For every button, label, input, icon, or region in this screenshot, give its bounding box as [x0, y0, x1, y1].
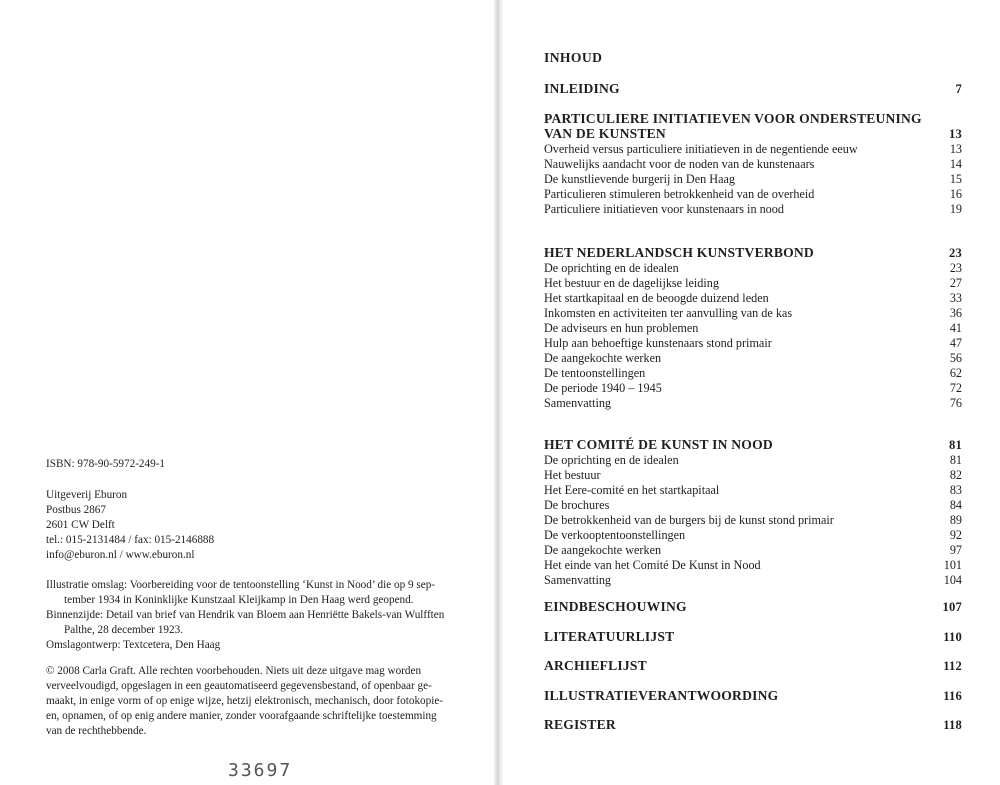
toc-section-title: PARTICULIERE INITIATIEVEN VOOR ONDERSTEUNING — [544, 111, 922, 126]
toc-entry-page: 27 — [949, 276, 962, 290]
toc-entry-page: 118 — [943, 718, 962, 732]
isbn: ISBN: 978-90-5972-249-1 — [46, 458, 166, 470]
toc-entry-label: Particulieren stimuleren betrokkenheid van de overheid — [544, 187, 815, 201]
right-page — [504, 0, 1000, 785]
toc-entry[interactable] — [544, 395, 962, 411]
toc-entry[interactable] — [544, 527, 962, 543]
copyright-line: © 2008 Carla Graft. Alle rechten voorbehouden. Niets uit deze uitgave mag worden — [46, 665, 422, 677]
toc-entry[interactable] — [544, 260, 962, 276]
toc-entry-page: 110 — [943, 630, 962, 644]
toc-entry[interactable] — [544, 497, 962, 513]
publisher-line: Uitgeverij Eburon — [46, 489, 128, 501]
toc-entry-page: 76 — [949, 396, 962, 410]
toc-entry-page: 89 — [949, 513, 962, 527]
toc-entry-label: Het einde van het Comité De Kunst in Nood — [544, 558, 761, 572]
toc-entry-label: Het bestuur en de dagelijkse leiding — [544, 276, 719, 290]
toc-entry-eindbeschouwing[interactable] — [544, 598, 962, 616]
toc-entry-label: Particuliere initiatieven voor kunstenaars in nood — [544, 202, 784, 216]
credit-line: Palthe, 28 december 1923. — [64, 624, 183, 636]
toc-entry[interactable] — [544, 512, 962, 528]
toc-entry[interactable] — [544, 290, 962, 306]
toc-entry[interactable] — [544, 467, 962, 483]
toc-entry[interactable] — [544, 365, 962, 381]
publisher-line: info@eburon.nl / www.eburon.nl — [46, 549, 195, 561]
toc-entry-page: 19 — [949, 202, 962, 216]
toc-entry-archieflijst[interactable] — [544, 657, 962, 675]
toc-entry-label: Het bestuur — [544, 468, 601, 482]
toc-entry-label: Overheid versus particuliere initiatieven in de negentiende eeuw — [544, 142, 858, 156]
toc-entry[interactable] — [544, 350, 962, 366]
toc-entry-page: 116 — [943, 689, 962, 703]
copyright-line: maakt, in enige vorm of op enige wijze, hetzij elektronisch, mechanisch, door fotokopie- — [46, 695, 444, 707]
toc-entry-page: 7 — [955, 82, 962, 96]
toc-entry-label: Het Eere-comité en het startkapitaal — [544, 483, 720, 497]
toc-entry-label: REGISTER — [544, 717, 616, 732]
toc-entry-label: Het startkapitaal en de beoogde duizend leden — [544, 291, 769, 305]
toc-title: INHOUD — [544, 50, 603, 65]
toc-entry-label: Nauwelijks aandacht voor de noden van de kunstenaars — [544, 157, 815, 171]
copyright-line: verveelvoudigd, opgeslagen in een geautomatiseerd gegevensbestand, of openbaar ge- — [46, 680, 432, 692]
publisher-line: tel.: 015-2131484 / fax: 015-2146888 — [46, 534, 215, 546]
publisher-line: Postbus 2867 — [46, 504, 106, 516]
toc-entry-label: De betrokkenheid van de burgers bij de kunst stond primair — [544, 513, 834, 527]
toc-entry-page: 97 — [949, 543, 962, 557]
book-gutter — [494, 0, 504, 785]
toc-entry-label: Hulp aan behoeftige kunstenaars stond primair — [544, 336, 772, 350]
toc-entry-page: 47 — [949, 336, 962, 350]
toc-section-title: HET COMITÉ DE KUNST IN NOOD — [544, 437, 773, 452]
toc-entry-label: De aangekochte werken — [544, 543, 662, 557]
toc-entry-label: LITERATUURLIJST — [544, 629, 675, 644]
toc-entry-page: 107 — [942, 600, 962, 614]
left-page — [0, 0, 496, 785]
credit-line: Illustratie omslag: Voorbereiding voor de tentoonstelling ‘Kunst in Nood’ die op 9 sep- — [46, 579, 436, 591]
toc-entry-label: De kunstlievende burgerij in Den Haag — [544, 172, 735, 186]
toc-entry-label: De aangekochte werken — [544, 351, 662, 365]
toc-entry-page: 23 — [949, 261, 962, 275]
toc-entry-label: De periode 1940 – 1945 — [544, 381, 662, 395]
toc-entry-page: 33 — [949, 291, 962, 305]
toc-entry[interactable] — [544, 380, 962, 396]
toc-entry[interactable] — [544, 482, 962, 498]
toc-entry-label: De oprichting en de idealen — [544, 261, 679, 275]
toc-entry-page: 112 — [943, 659, 962, 673]
inventory-stamp: 33697 — [228, 760, 293, 781]
toc-entry-illustratieverantwoording[interactable] — [544, 687, 962, 705]
toc-entry-page: 13 — [949, 127, 962, 141]
toc-entry[interactable] — [544, 186, 962, 202]
toc-entry-page: 72 — [949, 381, 962, 395]
toc-entry-label: Samenvatting — [544, 396, 612, 410]
toc-entry-page: 14 — [949, 157, 962, 171]
toc-entry[interactable] — [544, 156, 962, 172]
toc-entry-label: EINDBESCHOUWING — [544, 599, 687, 614]
toc-entry[interactable] — [544, 452, 962, 468]
toc-section-title: HET NEDERLANDSCH KUNSTVERBOND — [544, 245, 814, 260]
toc-entry[interactable] — [544, 305, 962, 321]
credit-line: Omslagontwerp: Textcetera, Den Haag — [46, 639, 221, 651]
toc-entry-inleiding[interactable] — [544, 80, 962, 98]
toc-entry-page: 82 — [949, 468, 962, 482]
copyright-line: en, opnamen, of op enig andere manier, zonder voorafgaande schriftelijke toestemming — [46, 710, 437, 722]
toc-entry-literatuurlijst[interactable] — [544, 628, 962, 646]
toc-entry[interactable] — [544, 572, 962, 588]
toc-entry[interactable] — [544, 320, 962, 336]
toc-entry-label: De adviseurs en hun problemen — [544, 321, 699, 335]
toc-entry-page: 15 — [949, 172, 962, 186]
toc-entry[interactable] — [544, 557, 962, 573]
toc-section-title: VAN DE KUNSTEN — [544, 126, 666, 141]
toc-entry[interactable] — [544, 201, 962, 217]
copyright-line: van de rechthebbende. — [46, 725, 147, 737]
toc-entry-page: 16 — [949, 187, 962, 201]
toc-entry-page: 56 — [949, 351, 962, 365]
credit-line: Binnenzijde: Detail van brief van Hendrik van Bloem aan Henriëtte Bakels-van Wulfften — [46, 609, 445, 621]
toc-entry-label: Inkomsten en activiteiten ter aanvulling van de kas — [544, 306, 793, 320]
toc-entry-page: 62 — [949, 366, 962, 380]
toc-entry-label: De oprichting en de idealen — [544, 453, 679, 467]
toc-entry-page: 23 — [949, 246, 962, 260]
toc-entry-page: 83 — [949, 483, 962, 497]
toc-entry-page: 92 — [949, 528, 962, 542]
toc-entry-label: De tentoonstellingen — [544, 366, 646, 380]
toc-entry-label: De verkooptentoonstellingen — [544, 528, 686, 542]
toc-entry-page: 13 — [949, 142, 962, 156]
toc-entry[interactable] — [544, 335, 962, 351]
credit-line: tember 1934 in Koninklijke Kunstzaal Kleijkamp in Den Haag werd geopend. — [64, 594, 414, 606]
toc-entry-page: 104 — [943, 573, 962, 587]
toc-entry-page: 81 — [949, 438, 962, 452]
toc-entry[interactable] — [544, 542, 962, 558]
toc-entry-page: 101 — [943, 558, 962, 572]
toc-entry-label: ILLUSTRATIEVERANTWOORDING — [544, 688, 779, 703]
toc-entry-page: 84 — [949, 498, 962, 512]
toc-entry[interactable] — [544, 171, 962, 187]
toc-entry[interactable] — [544, 275, 962, 291]
toc-entry-label: INLEIDING — [544, 81, 620, 96]
toc-entry[interactable] — [544, 141, 962, 157]
toc-entry-page: 36 — [949, 306, 962, 320]
toc-entry-label: De brochures — [544, 498, 610, 512]
toc-entry-label: Samenvatting — [544, 573, 612, 587]
toc-entry-label: ARCHIEFLIJST — [544, 658, 647, 673]
toc-entry-page: 41 — [949, 321, 962, 335]
toc-entry-page: 81 — [949, 453, 962, 467]
publisher-line: 2601 CW Delft — [46, 519, 115, 531]
toc-entry-register[interactable] — [544, 716, 962, 734]
